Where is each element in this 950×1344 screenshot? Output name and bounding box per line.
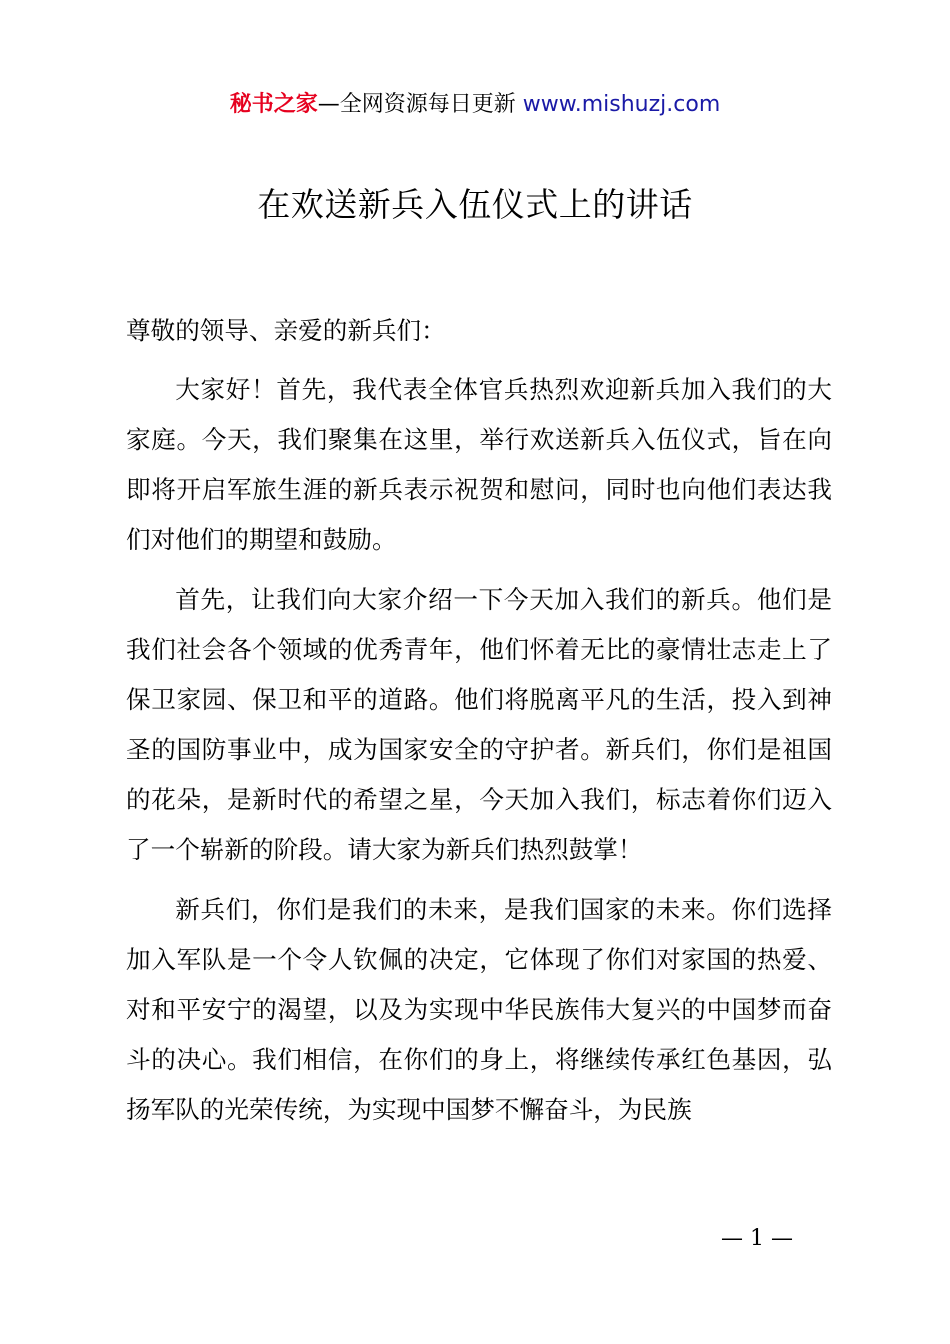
site-url-link[interactable]: www.mishuzj.com bbox=[522, 92, 721, 117]
page-number: — 1 — bbox=[721, 1226, 793, 1251]
paragraph-1: 大家好！首先，我代表全体官兵热烈欢迎新兵加入我们的大家庭。今天，我们聚集在这里，举行欢送新兵入伍仪式，旨在向即将开启军旅生涯的新兵表示祝贺和慰问，同时也向他们表达我们对他们的期望和鼓励。 bbox=[126, 375, 832, 554]
brand-name: 秘书之家 bbox=[229, 92, 318, 117]
site-header bbox=[0, 88, 950, 122]
salutation: 尊敬的领导、亲爱的新兵们： bbox=[126, 316, 446, 345]
document-title: 在欢送新兵入伍仪式上的讲话 bbox=[257, 185, 693, 224]
header-tagline: —全网资源每日更新 bbox=[317, 92, 523, 117]
paragraph-2: 首先，让我们向大家介绍一下今天加入我们的新兵。他们是我们社会各个领域的优秀青年，他们怀着无比的豪情壮志走上了保卫家园、保卫和平的道路。他们将脱离平凡的生活，投入到神圣的国防事业中，成为国家安全的守护者。新兵们，你们是祖国的花朵，是新时代的希望之星，今天加入我们，标志着你们迈入了一个崭新的阶段。请大家为新兵们热烈鼓掌！ bbox=[126, 585, 832, 864]
paragraph-3: 新兵们，你们是我们的未来，是我们国家的未来。你们选择加入军队是一个令人钦佩的决定，它体现了你们对家国的热爱、对和平安宁的渴望，以及为实现中华民族伟大复兴的中国梦而奋斗的决心。我们相信，在你们的身上，将继续传承红色基因，弘扬军队的光荣传统，为实现中国梦不懈奋斗，为民族 bbox=[126, 895, 832, 1124]
document-body bbox=[126, 306, 832, 1145]
